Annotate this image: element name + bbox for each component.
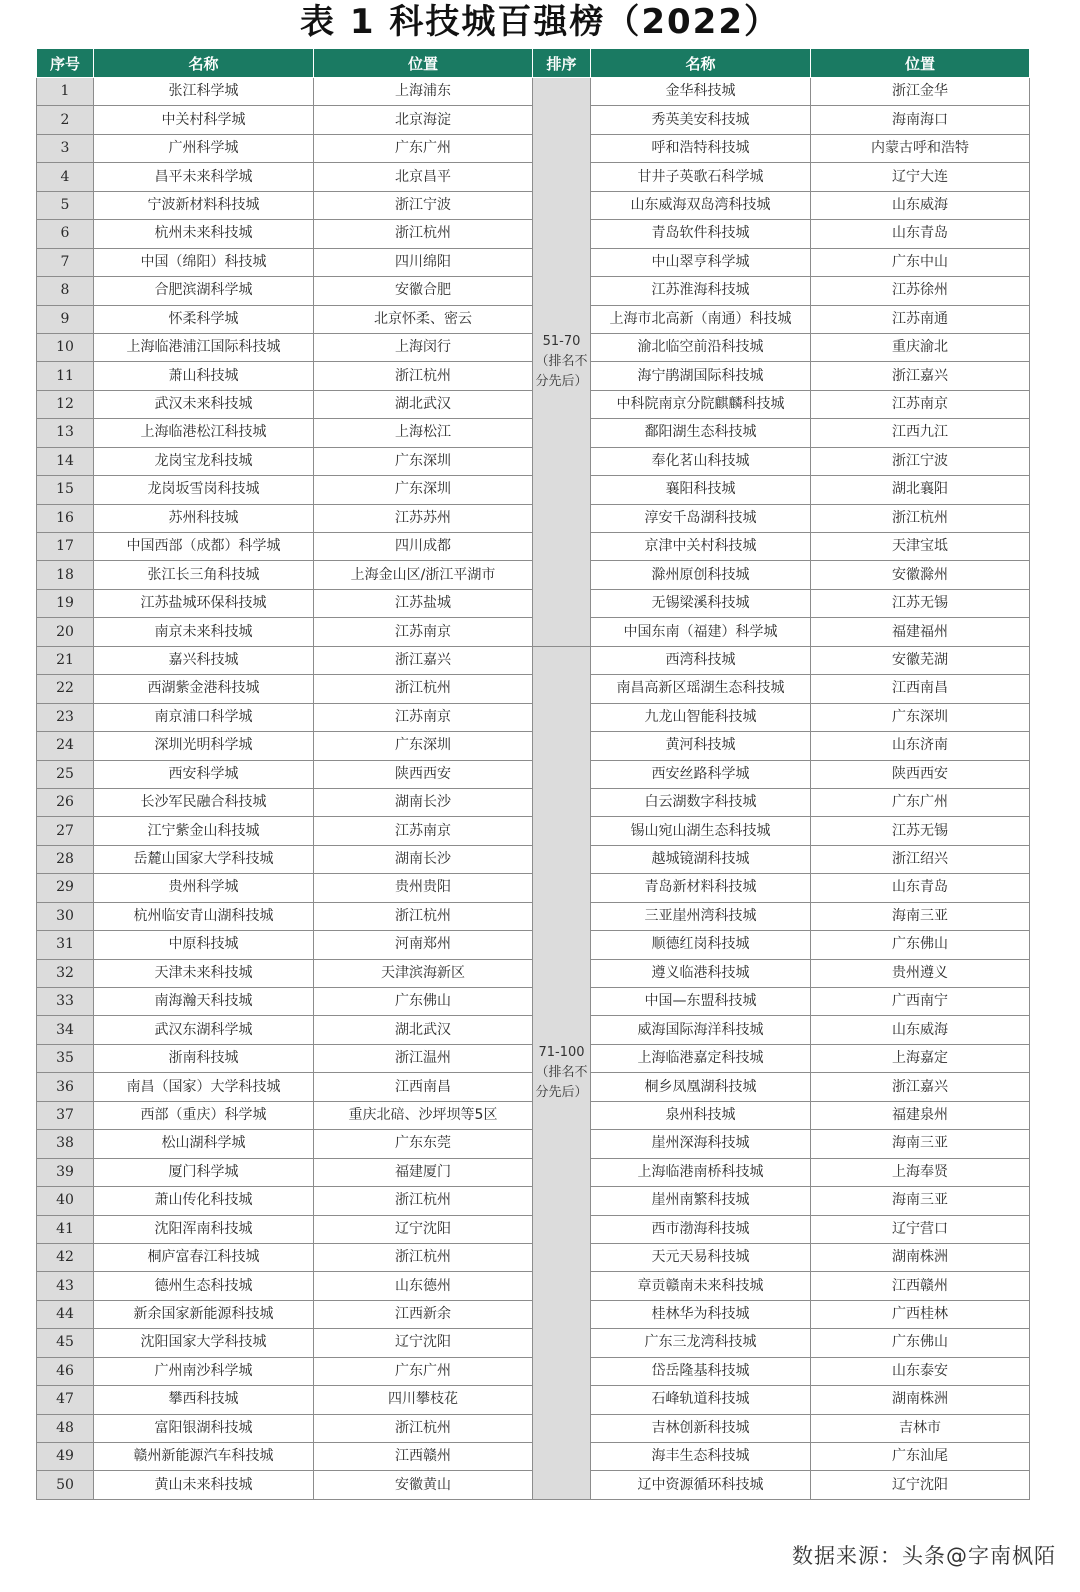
left-location-cell: 湖南长沙: [314, 845, 533, 873]
left-name-cell: 南京未来科技城: [94, 618, 314, 646]
right-name-cell: 京津中关村科技城: [591, 533, 811, 561]
left-name-cell: 攀西科技城: [94, 1386, 314, 1414]
right-location-cell: 江苏无锡: [811, 817, 1030, 845]
left-location-cell: 贵州贵阳: [314, 874, 533, 902]
row-seq: 22: [37, 675, 94, 703]
left-name-cell: 南海瀚天科技城: [94, 988, 314, 1016]
right-location-cell: 上海嘉定: [811, 1044, 1030, 1072]
header-left-name: 名称: [94, 49, 314, 78]
rank-group-note: （排名不分先后）: [535, 1064, 588, 1100]
left-name-cell: 赣州新能源汽车科技城: [94, 1443, 314, 1471]
right-location-cell: 广东汕尾: [811, 1443, 1030, 1471]
row-seq: 11: [37, 362, 94, 390]
left-location-cell: 四川攀枝花: [314, 1386, 533, 1414]
left-location-cell: 上海浦东: [314, 78, 533, 106]
left-name-cell: 贵州科学城: [94, 874, 314, 902]
row-seq: 17: [37, 533, 94, 561]
left-name-cell: 西安科学城: [94, 760, 314, 788]
left-name-cell: 新余国家新能源科技城: [94, 1300, 314, 1328]
rank-group-cell: [533, 646, 591, 1499]
right-location-cell: 江苏南京: [811, 390, 1030, 418]
left-location-cell: 北京昌平: [314, 163, 533, 191]
left-name-cell: 张江长三角科技城: [94, 561, 314, 589]
right-location-cell: 广东佛山: [811, 931, 1030, 959]
row-seq: 31: [37, 931, 94, 959]
right-name-cell: 辽中资源循环科技城: [591, 1471, 811, 1499]
row-seq: 9: [37, 305, 94, 333]
right-location-cell: 湖南株洲: [811, 1243, 1030, 1271]
left-name-cell: 黄山未来科技城: [94, 1471, 314, 1499]
right-name-cell: 西湾科技城: [591, 646, 811, 674]
left-location-cell: 广东深圳: [314, 732, 533, 760]
right-location-cell: 山东青岛: [811, 220, 1030, 248]
right-name-cell: 无锡梁溪科技城: [591, 589, 811, 617]
rank-group-range: 51-70: [542, 333, 581, 349]
left-name-cell: 广州科学城: [94, 134, 314, 162]
right-name-cell: 越城镜湖科技城: [591, 845, 811, 873]
right-name-cell: 泉州科技城: [591, 1101, 811, 1129]
left-location-cell: 江苏南京: [314, 618, 533, 646]
header-left-location: 位置: [314, 49, 533, 78]
row-seq: 37: [37, 1101, 94, 1129]
left-location-cell: 陕西西安: [314, 760, 533, 788]
right-name-cell: 上海临港南桥科技城: [591, 1158, 811, 1186]
left-location-cell: 上海松江: [314, 419, 533, 447]
right-name-cell: 遵义临港科技城: [591, 959, 811, 987]
row-seq: 46: [37, 1357, 94, 1385]
right-location-cell: 山东济南: [811, 732, 1030, 760]
row-seq: 25: [37, 760, 94, 788]
header-rank: 排序: [533, 49, 591, 78]
left-name-cell: 江宁紫金山科技城: [94, 817, 314, 845]
right-name-cell: 上海临港嘉定科技城: [591, 1044, 811, 1072]
right-name-cell: 奉化茗山科技城: [591, 447, 811, 475]
row-seq: 14: [37, 447, 94, 475]
right-location-cell: 内蒙古呼和浩特: [811, 134, 1030, 162]
right-location-cell: 辽宁大连: [811, 163, 1030, 191]
left-location-cell: 湖北武汉: [314, 1016, 533, 1044]
right-location-cell: 山东威海: [811, 191, 1030, 219]
left-name-cell: 岳麓山国家大学科技城: [94, 845, 314, 873]
right-name-cell: 西安丝路科学城: [591, 760, 811, 788]
left-name-cell: 中原科技城: [94, 931, 314, 959]
left-name-cell: 浙南科技城: [94, 1044, 314, 1072]
right-name-cell: 广东三龙湾科技城: [591, 1329, 811, 1357]
right-name-cell: 中国东南（福建）科学城: [591, 618, 811, 646]
left-location-cell: 安徽黄山: [314, 1471, 533, 1499]
left-location-cell: 江苏盐城: [314, 589, 533, 617]
right-location-cell: 江西赣州: [811, 1272, 1030, 1300]
right-location-cell: 山东泰安: [811, 1357, 1030, 1385]
page-title: 表 1 科技城百强榜（2022）: [300, 2, 780, 42]
left-location-cell: 浙江杭州: [314, 1187, 533, 1215]
right-location-cell: 湖南株洲: [811, 1386, 1030, 1414]
left-name-cell: 沈阳国家大学科技城: [94, 1329, 314, 1357]
right-name-cell: 中山翠亨科学城: [591, 248, 811, 276]
right-location-cell: 浙江绍兴: [811, 845, 1030, 873]
row-seq: 50: [37, 1471, 94, 1499]
left-location-cell: 浙江杭州: [314, 675, 533, 703]
right-name-cell: 呼和浩特科技城: [591, 134, 811, 162]
row-seq: 26: [37, 788, 94, 816]
right-name-cell: 桂林华为科技城: [591, 1300, 811, 1328]
right-location-cell: 海南三亚: [811, 1130, 1030, 1158]
right-name-cell: 甘井子英歌石科学城: [591, 163, 811, 191]
left-name-cell: 上海临港浦江国际科技城: [94, 333, 314, 361]
left-location-cell: 浙江温州: [314, 1044, 533, 1072]
row-seq: 5: [37, 191, 94, 219]
right-location-cell: 浙江嘉兴: [811, 1073, 1030, 1101]
right-location-cell: 江苏无锡: [811, 589, 1030, 617]
right-location-cell: 福建泉州: [811, 1101, 1030, 1129]
left-location-cell: 浙江杭州: [314, 1414, 533, 1442]
row-seq: 41: [37, 1215, 94, 1243]
left-name-cell: 萧山传化科技城: [94, 1187, 314, 1215]
row-seq: 30: [37, 902, 94, 930]
left-location-cell: 浙江杭州: [314, 1243, 533, 1271]
left-name-cell: 厦门科学城: [94, 1158, 314, 1186]
left-location-cell: 福建厦门: [314, 1158, 533, 1186]
left-name-cell: 长沙军民融合科技城: [94, 788, 314, 816]
right-name-cell: 滁州原创科技城: [591, 561, 811, 589]
row-seq: 44: [37, 1300, 94, 1328]
right-name-cell: 西市渤海科技城: [591, 1215, 811, 1243]
row-seq: 32: [37, 959, 94, 987]
row-seq: 10: [37, 333, 94, 361]
left-name-cell: 广州南沙科学城: [94, 1357, 314, 1385]
row-seq: 8: [37, 277, 94, 305]
left-name-cell: 龙岗宝龙科技城: [94, 447, 314, 475]
row-seq: 6: [37, 220, 94, 248]
left-location-cell: 江苏苏州: [314, 504, 533, 532]
left-location-cell: 浙江嘉兴: [314, 646, 533, 674]
right-location-cell: 上海奉贤: [811, 1158, 1030, 1186]
right-name-cell: 秀英美安科技城: [591, 106, 811, 134]
right-location-cell: 江苏南通: [811, 305, 1030, 333]
left-name-cell: 怀柔科学城: [94, 305, 314, 333]
right-location-cell: 浙江嘉兴: [811, 362, 1030, 390]
right-location-cell: 安徽芜湖: [811, 646, 1030, 674]
right-name-cell: 威海国际海洋科技城: [591, 1016, 811, 1044]
right-name-cell: 锡山宛山湖生态科技城: [591, 817, 811, 845]
row-seq: 3: [37, 134, 94, 162]
row-seq: 43: [37, 1272, 94, 1300]
right-name-cell: 海宁鹃湖国际科技城: [591, 362, 811, 390]
right-location-cell: 浙江杭州: [811, 504, 1030, 532]
right-location-cell: 海南三亚: [811, 902, 1030, 930]
left-location-cell: 北京海淀: [314, 106, 533, 134]
left-location-cell: 浙江宁波: [314, 191, 533, 219]
left-name-cell: 龙岗坂雪岗科技城: [94, 476, 314, 504]
right-name-cell: 青岛新材料科技城: [591, 874, 811, 902]
left-location-cell: 广东广州: [314, 1357, 533, 1385]
left-location-cell: 江苏南京: [314, 703, 533, 731]
header-right-location: 位置: [811, 49, 1030, 78]
right-name-cell: 三亚崖州湾科技城: [591, 902, 811, 930]
right-name-cell: 岱岳隆基科技城: [591, 1357, 811, 1385]
left-name-cell: 桐庐富春江科技城: [94, 1243, 314, 1271]
left-name-cell: 天津未来科技城: [94, 959, 314, 987]
rank-group-note: （排名不分先后）: [535, 353, 588, 389]
right-name-cell: 九龙山智能科技城: [591, 703, 811, 731]
right-name-cell: 青岛软件科技城: [591, 220, 811, 248]
right-name-cell: 襄阳科技城: [591, 476, 811, 504]
left-name-cell: 江苏盐城环保科技城: [94, 589, 314, 617]
left-location-cell: 浙江杭州: [314, 362, 533, 390]
left-name-cell: 武汉东湖科学城: [94, 1016, 314, 1044]
row-seq: 2: [37, 106, 94, 134]
row-seq: 23: [37, 703, 94, 731]
rank-group-cell: [533, 78, 591, 647]
left-name-cell: 深圳光明科学城: [94, 732, 314, 760]
row-seq: 36: [37, 1073, 94, 1101]
data-source: 数据来源：头条@字南枫陌: [792, 1544, 1056, 1568]
right-location-cell: 湖北襄阳: [811, 476, 1030, 504]
right-name-cell: 章贡赣南未来科技城: [591, 1272, 811, 1300]
row-seq: 27: [37, 817, 94, 845]
left-name-cell: 富阳银湖科技城: [94, 1414, 314, 1442]
row-seq: 40: [37, 1187, 94, 1215]
right-name-cell: 山东威海双岛湾科技城: [591, 191, 811, 219]
right-location-cell: 广西桂林: [811, 1300, 1030, 1328]
left-location-cell: 江西南昌: [314, 1073, 533, 1101]
left-name-cell: 德州生态科技城: [94, 1272, 314, 1300]
row-seq: 7: [37, 248, 94, 276]
row-seq: 18: [37, 561, 94, 589]
left-location-cell: 安徽合肥: [314, 277, 533, 305]
left-name-cell: 杭州未来科技城: [94, 220, 314, 248]
table-body: [37, 78, 1030, 1500]
right-name-cell: 石峰轨道科技城: [591, 1386, 811, 1414]
right-location-cell: 浙江宁波: [811, 447, 1030, 475]
left-name-cell: 武汉未来科技城: [94, 390, 314, 418]
left-name-cell: 西部（重庆）科学城: [94, 1101, 314, 1129]
right-name-cell: 海丰生态科技城: [591, 1443, 811, 1471]
right-location-cell: 山东威海: [811, 1016, 1030, 1044]
right-location-cell: 山东青岛: [811, 874, 1030, 902]
left-name-cell: 嘉兴科技城: [94, 646, 314, 674]
right-name-cell: 南昌高新区瑶湖生态科技城: [591, 675, 811, 703]
left-name-cell: 杭州临安青山湖科技城: [94, 902, 314, 930]
right-location-cell: 海南三亚: [811, 1187, 1030, 1215]
right-name-cell: 白云湖数字科技城: [591, 788, 811, 816]
left-location-cell: 四川绵阳: [314, 248, 533, 276]
left-name-cell: 宁波新材料科技城: [94, 191, 314, 219]
right-location-cell: 重庆渝北: [811, 333, 1030, 361]
row-seq: 28: [37, 845, 94, 873]
row-seq: 42: [37, 1243, 94, 1271]
left-location-cell: 北京怀柔、密云: [314, 305, 533, 333]
left-name-cell: 南昌（国家）大学科技城: [94, 1073, 314, 1101]
row-seq: 34: [37, 1016, 94, 1044]
left-location-cell: 浙江杭州: [314, 220, 533, 248]
left-location-cell: 天津滨海新区: [314, 959, 533, 987]
left-location-cell: 广东广州: [314, 134, 533, 162]
row-seq: 4: [37, 163, 94, 191]
right-name-cell: 渝北临空前沿科技城: [591, 333, 811, 361]
row-seq: 48: [37, 1414, 94, 1442]
left-name-cell: 中国西部（成都）科学城: [94, 533, 314, 561]
left-location-cell: 重庆北碚、沙坪坝等5区: [314, 1101, 533, 1129]
row-seq: 45: [37, 1329, 94, 1357]
left-location-cell: 江西新余: [314, 1300, 533, 1328]
row-seq: 49: [37, 1443, 94, 1471]
row-seq: 13: [37, 419, 94, 447]
left-name-cell: 张江科学城: [94, 78, 314, 106]
right-name-cell: 桐乡凤凰湖科技城: [591, 1073, 811, 1101]
left-location-cell: 湖北武汉: [314, 390, 533, 418]
right-location-cell: 江西南昌: [811, 675, 1030, 703]
left-location-cell: 上海金山区/浙江平湖市: [314, 561, 533, 589]
left-location-cell: 辽宁沈阳: [314, 1329, 533, 1357]
left-location-cell: 广东深圳: [314, 476, 533, 504]
row-seq: 1: [37, 78, 94, 106]
left-location-cell: 河南郑州: [314, 931, 533, 959]
right-name-cell: 上海市北高新（南通）科技城: [591, 305, 811, 333]
left-name-cell: 西湖紫金港科技城: [94, 675, 314, 703]
left-location-cell: 山东德州: [314, 1272, 533, 1300]
left-location-cell: 四川成都: [314, 533, 533, 561]
right-location-cell: 贵州遵义: [811, 959, 1030, 987]
right-name-cell: 崖州深海科技城: [591, 1130, 811, 1158]
left-location-cell: 浙江杭州: [314, 902, 533, 930]
right-location-cell: 浙江金华: [811, 78, 1030, 106]
left-location-cell: 江西赣州: [314, 1443, 533, 1471]
left-name-cell: 沈阳浑南科技城: [94, 1215, 314, 1243]
right-location-cell: 广东广州: [811, 788, 1030, 816]
row-seq: 19: [37, 589, 94, 617]
left-name-cell: 合肥滨湖科学城: [94, 277, 314, 305]
right-location-cell: 福建福州: [811, 618, 1030, 646]
right-name-cell: 吉林创新科技城: [591, 1414, 811, 1442]
right-name-cell: 黄河科技城: [591, 732, 811, 760]
left-name-cell: 上海临港松江科技城: [94, 419, 314, 447]
right-name-cell: 顺德红岗科技城: [591, 931, 811, 959]
row-seq: 20: [37, 618, 94, 646]
left-name-cell: 苏州科技城: [94, 504, 314, 532]
row-seq: 38: [37, 1130, 94, 1158]
right-location-cell: 辽宁沈阳: [811, 1471, 1030, 1499]
left-location-cell: 辽宁沈阳: [314, 1215, 533, 1243]
row-seq: 33: [37, 988, 94, 1016]
right-name-cell: 金华科技城: [591, 78, 811, 106]
rank-group-range: 71-100: [538, 1044, 585, 1060]
right-name-cell: 江苏淮海科技城: [591, 277, 811, 305]
right-location-cell: 吉林市: [811, 1414, 1030, 1442]
left-name-cell: 昌平未来科学城: [94, 163, 314, 191]
table-row: [37, 646, 1030, 674]
right-location-cell: 广东佛山: [811, 1329, 1030, 1357]
row-seq: 15: [37, 476, 94, 504]
right-location-cell: 广西南宁: [811, 988, 1030, 1016]
row-seq: 16: [37, 504, 94, 532]
row-seq: 24: [37, 732, 94, 760]
right-name-cell: 中科院南京分院麒麟科技城: [591, 390, 811, 418]
right-location-cell: 广东中山: [811, 248, 1030, 276]
header-right-name: 名称: [591, 49, 811, 78]
left-name-cell: 萧山科技城: [94, 362, 314, 390]
row-seq: 12: [37, 390, 94, 418]
row-seq: 39: [37, 1158, 94, 1186]
left-name-cell: 松山湖科学城: [94, 1130, 314, 1158]
row-seq: 35: [37, 1044, 94, 1072]
right-location-cell: 陕西西安: [811, 760, 1030, 788]
left-location-cell: 湖南长沙: [314, 788, 533, 816]
left-location-cell: 广东东莞: [314, 1130, 533, 1158]
left-location-cell: 广东深圳: [314, 447, 533, 475]
table-header-row: [37, 49, 1030, 78]
left-location-cell: 上海闵行: [314, 333, 533, 361]
right-location-cell: 天津宝坻: [811, 533, 1030, 561]
table-row: [37, 78, 1030, 106]
right-name-cell: 天元天易科技城: [591, 1243, 811, 1271]
right-name-cell: 中国—东盟科技城: [591, 988, 811, 1016]
right-location-cell: 广东深圳: [811, 703, 1030, 731]
header-seq: 序号: [37, 49, 94, 78]
right-location-cell: 江西九江: [811, 419, 1030, 447]
row-seq: 47: [37, 1386, 94, 1414]
right-name-cell: 淳安千岛湖科技城: [591, 504, 811, 532]
right-name-cell: 鄱阳湖生态科技城: [591, 419, 811, 447]
right-location-cell: 安徽滁州: [811, 561, 1030, 589]
left-name-cell: 中关村科学城: [94, 106, 314, 134]
row-seq: 21: [37, 646, 94, 674]
row-seq: 29: [37, 874, 94, 902]
right-location-cell: 江苏徐州: [811, 277, 1030, 305]
right-location-cell: 海南海口: [811, 106, 1030, 134]
left-name-cell: 南京浦口科学城: [94, 703, 314, 731]
left-location-cell: 江苏南京: [314, 817, 533, 845]
right-name-cell: 崖州南繁科技城: [591, 1187, 811, 1215]
right-location-cell: 辽宁营口: [811, 1215, 1030, 1243]
left-location-cell: 广东佛山: [314, 988, 533, 1016]
left-name-cell: 中国（绵阳）科技城: [94, 248, 314, 276]
ranking-table: [36, 48, 1030, 1500]
